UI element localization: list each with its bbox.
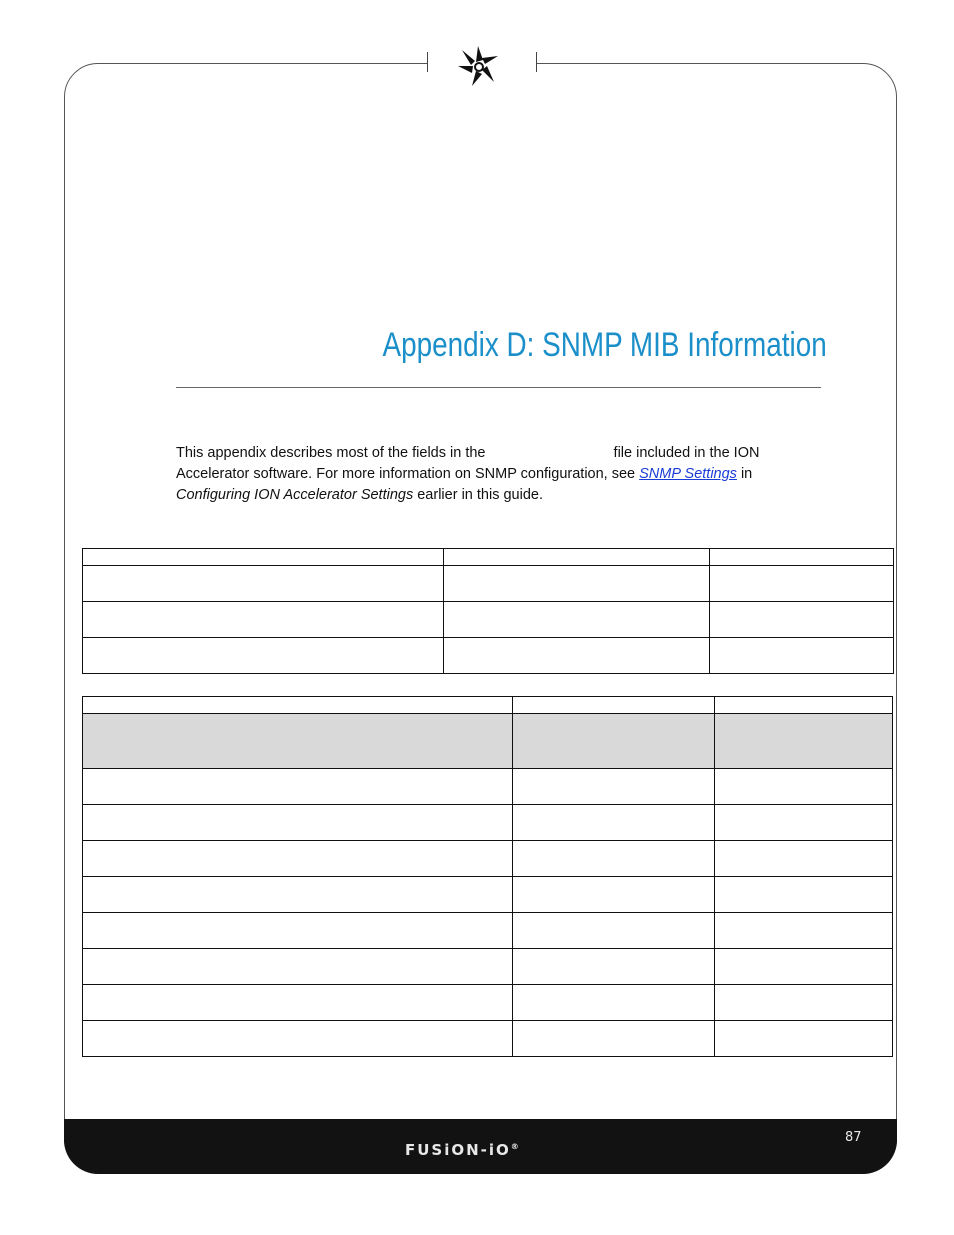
table-cell bbox=[444, 566, 710, 602]
table-row bbox=[83, 769, 893, 805]
table-row-shaded bbox=[83, 714, 893, 769]
table-cell bbox=[715, 769, 893, 805]
table-cell bbox=[513, 877, 715, 913]
guide-title: Configuring ION Accelerator Settings bbox=[176, 487, 414, 503]
table-cell bbox=[83, 549, 444, 566]
table-cell bbox=[444, 549, 710, 566]
table-cell bbox=[715, 949, 893, 985]
table-cell bbox=[513, 769, 715, 805]
intro-paragraph bbox=[176, 443, 786, 506]
table-cell bbox=[513, 1021, 715, 1057]
table-cell bbox=[513, 841, 715, 877]
table-cell bbox=[715, 697, 893, 714]
table-row bbox=[83, 805, 893, 841]
table-cell bbox=[715, 714, 893, 769]
table-row bbox=[83, 566, 894, 602]
table-cell bbox=[710, 566, 894, 602]
table-row bbox=[83, 913, 893, 949]
table-cell bbox=[513, 913, 715, 949]
table-cell bbox=[513, 714, 715, 769]
table-cell bbox=[83, 985, 513, 1021]
page-title: Appendix D: SNMP MIB Information bbox=[382, 326, 827, 364]
table-cell bbox=[715, 1021, 893, 1057]
mib-table-2 bbox=[82, 696, 893, 1057]
table-cell bbox=[513, 697, 715, 714]
table-cell bbox=[710, 602, 894, 638]
table-cell bbox=[513, 805, 715, 841]
intro-text-1: This appendix describes most of the fields in the bbox=[176, 445, 490, 461]
table-cell bbox=[83, 949, 513, 985]
fusion-star-logo-icon bbox=[454, 42, 506, 90]
table-cell bbox=[83, 805, 513, 841]
table-cell bbox=[710, 549, 894, 566]
table-cell bbox=[715, 841, 893, 877]
table-cell bbox=[513, 985, 715, 1021]
snmp-settings-link[interactable]: SNMP Settings bbox=[639, 466, 737, 482]
brand-name: FUSiON-iO bbox=[405, 1141, 511, 1159]
mib-table-1 bbox=[82, 548, 894, 674]
table-cell bbox=[83, 602, 444, 638]
table-cell bbox=[83, 769, 513, 805]
table-cell bbox=[83, 697, 513, 714]
table-cell bbox=[513, 949, 715, 985]
frame-tick-right bbox=[536, 52, 537, 72]
table-cell bbox=[715, 913, 893, 949]
table-cell bbox=[444, 638, 710, 674]
table-cell bbox=[83, 1021, 513, 1057]
table-cell bbox=[710, 638, 894, 674]
registered-mark: ® bbox=[510, 1142, 521, 1151]
intro-text-3: in bbox=[736, 466, 753, 482]
table-header-row bbox=[83, 697, 893, 714]
frame-tick-left bbox=[427, 52, 428, 72]
table-cell bbox=[444, 602, 710, 638]
table-cell bbox=[83, 913, 513, 949]
intro-text-2: file included in the ION Accelerator software. For more information on SNMP configuration, see bbox=[176, 445, 760, 482]
table-row bbox=[83, 949, 893, 985]
table-cell bbox=[83, 638, 444, 674]
table-row bbox=[83, 841, 893, 877]
table-cell bbox=[83, 841, 513, 877]
fusion-io-logo bbox=[405, 1141, 521, 1159]
table-row bbox=[83, 985, 893, 1021]
table-row bbox=[83, 638, 894, 674]
table-row bbox=[83, 877, 893, 913]
title-rule bbox=[176, 387, 821, 388]
table-header-row bbox=[83, 549, 894, 566]
table-cell bbox=[715, 877, 893, 913]
intro-text-4: earlier in this guide. bbox=[413, 487, 543, 503]
table-cell bbox=[83, 714, 513, 769]
table-cell bbox=[715, 805, 893, 841]
table-cell bbox=[715, 985, 893, 1021]
page-number: 87 bbox=[845, 1130, 862, 1145]
table-cell bbox=[83, 566, 444, 602]
table-cell bbox=[83, 877, 513, 913]
table-row bbox=[83, 602, 894, 638]
table-row bbox=[83, 1021, 893, 1057]
